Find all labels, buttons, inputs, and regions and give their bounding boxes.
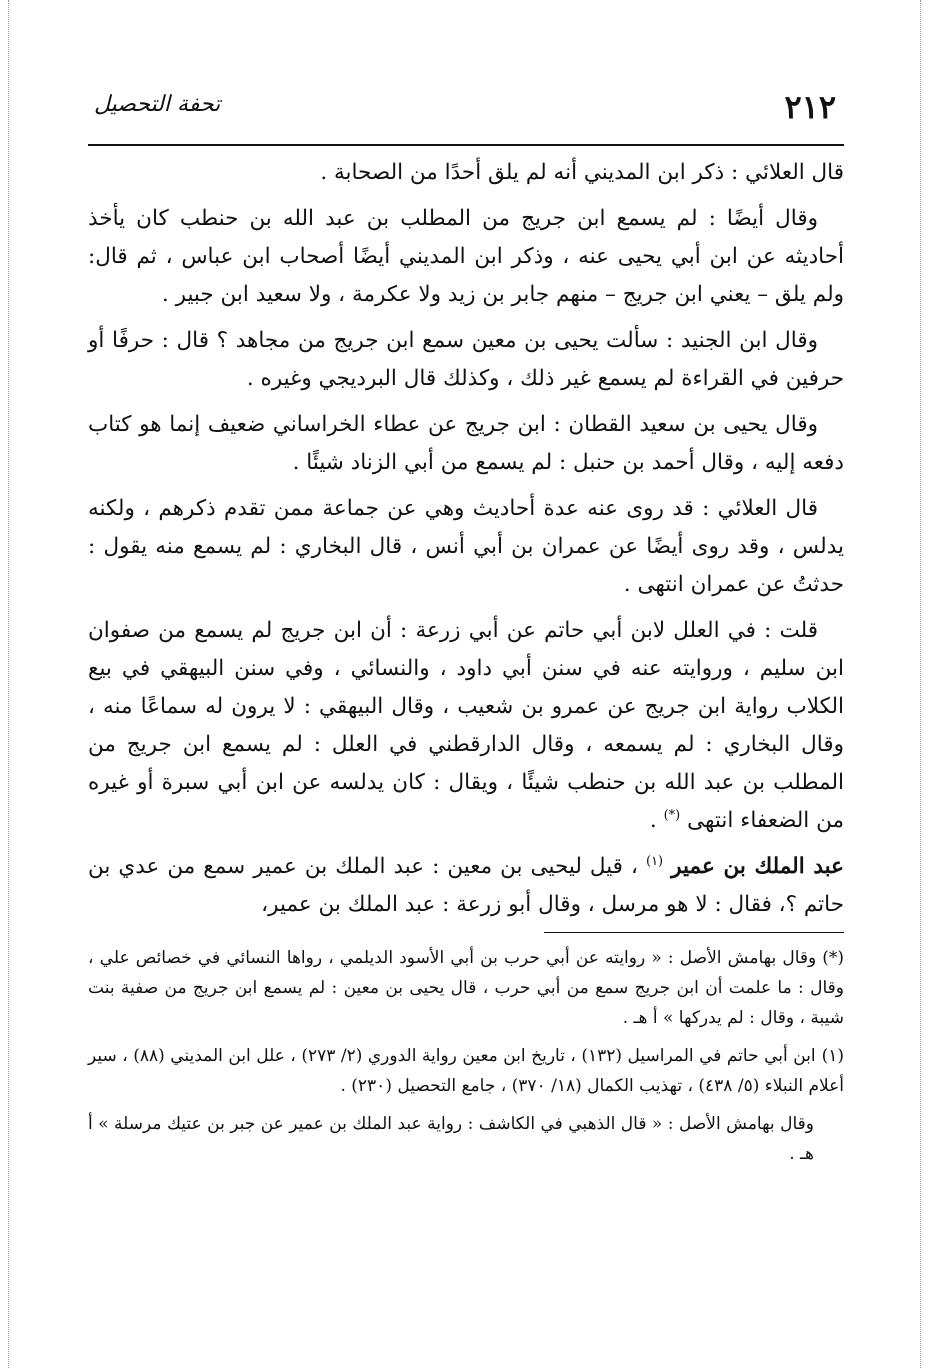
- paragraph-3: وقال ابن الجنيد : سألت يحيى بن معين سمع ابن جريج من مجاهد ؟ قال : حرفًا أو حرفين في القراءة لم يسمع غير ذلك ، وكذلك قال البرديجي وغيره .: [88, 328, 844, 391]
- paragraph-7: [88, 848, 844, 924]
- footnote-star: [88, 943, 844, 1033]
- paragraph-5: قال العلائي : قد روى عنه عدة أحاديث وهي عن جماعة ممن تقدم ذكرهم ، ولكنه يدلس ، وقد روى أيضًا عن عمران بن أبي أنس ، قال البخاري : لم يسمع منه يقول : حدثتُ عن عمران انتهى .: [88, 496, 844, 597]
- book-page: [88, 82, 844, 1177]
- footnote-1-text: ابن أبي حاتم في المراسيل (١٣٢) ، تاريخ ابن معين رواية الدوري (٢/ ٢٧٣) ، علل ابن المديني (٨٨) ، سير أعلام النبلاء (٥/ ٤٣٨) ، تهذيب الكمال (١٨/ ٣٧٠) ، جامع التحصيل (٢٣٠) .: [88, 1046, 844, 1096]
- scan-edge-left: [8, 0, 9, 1368]
- paragraph-2: وقال أيضًا : لم يسمع ابن جريج من المطلب بن عبد الله بن حنطب كان يأخذ أحاديثه عن ابن أبي يحيى عنه ، وذكر ابن المديني أيضًا أصحاب ابن عباس ، ثم قال: ولم يلق – يعني ابن جريج – منهم جابر بن زيد ولا عكرمة ، ولا سعيد ابن جبير .: [88, 206, 844, 307]
- page-number: ٢١٢: [784, 88, 836, 126]
- footnote-star-text: وقال بهامش الأصل : « روايته عن أبي حرب بن أبي الأسود الديلمي ، رواها النسائي في خصائص علي ، وقال : ما علمت أن ابن جريج سمع من أبي حرب ، قال يحيى بن معين : لم يسمع ابن جريج من صفية بنت شيبة ، وقال : لم يدركها » أ هـ .: [88, 948, 844, 1028]
- scan-edge-right: [920, 0, 921, 1368]
- paragraph-4: وقال يحيى بن سعيد القطان : ابن جريج عن عطاء الخراساني ضعيف إنما هو كتاب دفعه إليه ، وقال أحمد بن حنبل : لم يسمع من أبي الزناد شيئًا .: [88, 412, 844, 475]
- footnotes: [88, 943, 844, 1169]
- main-text: [88, 154, 844, 924]
- footnote-star-marker: (*): [822, 948, 844, 968]
- footnote-1-marker: (١): [821, 1046, 845, 1066]
- page-header: [88, 82, 844, 146]
- paragraph-6-text: قلت : في العلل لابن أبي حاتم عن أبي زرعة : أن ابن جريج لم يسمع من صفوان ابن سليم ، وروايته عنه في سنن أبي داود ، والنسائي ، وفي سنن البيهقي في بيع الكلاب رواية ابن جريج عن عمرو بن شعيب ، وقال البيهقي : لا يرون له سماعًا منه ، وقال البخاري : لم يسمعه ، وقال الدارقطني في العلل : لم يسمع ابن جريج من المطلب بن عبد الله بن حنطب شيئًا ، ويقال : كان يدلسه عن ابن أبي سبرة أو غيره من الضعفاء انتهى: [88, 618, 844, 833]
- entry-heading: عبد الملك بن عمير: [671, 854, 844, 879]
- paragraph-6-end: .: [649, 808, 664, 833]
- footnote-1: [88, 1041, 844, 1101]
- footnote-separator: [544, 932, 844, 933]
- running-title: تحفة التحصيل: [94, 92, 221, 117]
- footnote-ref-1: (١): [645, 853, 664, 869]
- footnote-1-continuation: وقال بهامش الأصل : « قال الذهبي في الكاشف : رواية عبد الملك بن عمير عن جبر بن عتيك مرسلة » أ هـ .: [88, 1114, 814, 1164]
- paragraph-7-text: ، قيل ليحيى بن معين : عبد الملك بن عمير سمع من عدي بن حاتم ؟، فقال : لا هو مرسل ، وقال أبو زرعة : عبد الملك بن عمير،: [88, 854, 844, 917]
- footnote-ref-star: (*): [663, 807, 681, 823]
- paragraph-1: قال العلائي : ذكر ابن المديني أنه لم يلق أحدًا من الصحابة .: [320, 160, 844, 185]
- paragraph-6: [88, 612, 844, 840]
